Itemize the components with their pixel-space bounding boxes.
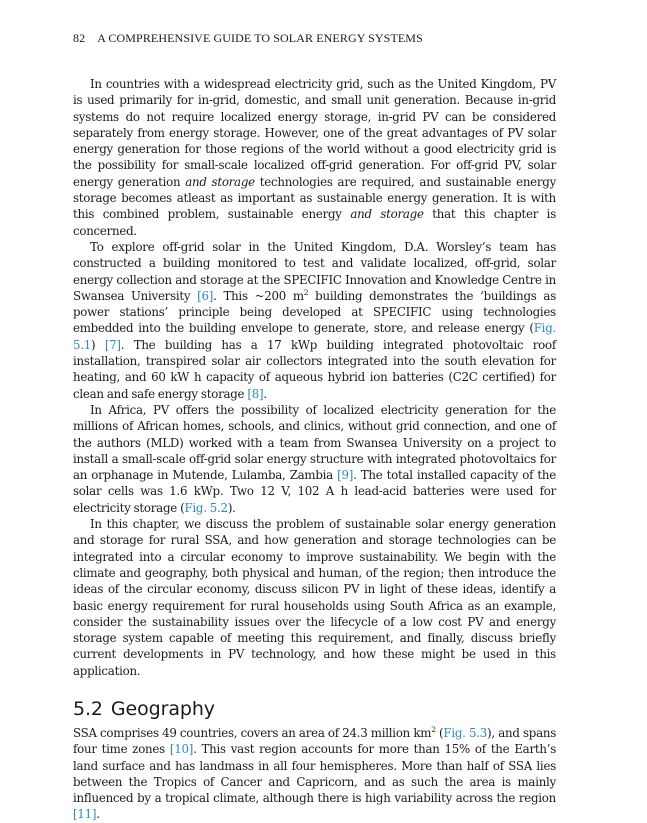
- section-heading: [73, 696, 556, 722]
- text-run: In this chapter, we discuss the problem of sustainable solar energy generation and storage for rural SSA, and how generation and storage technologies can be integrated into a circular economy to improve sustainability. We begin with the climate and geography, both physical and human, of the region; then introduce the ideas of the circular economy, discuss silicon PV in light of these ideas, identify a basic energy requirement for rural households using South Africa as an example, consider the sustainability issues over the lifecycle of a low cost PV and energy storage system capable of meeting this requirement, and finally, discuss briefly current developments in PV technology, and how these might be used in this application.: [73, 517, 556, 678]
- text-run: SSA comprises 49 countries, covers an area of 24.3 million km: [73, 725, 432, 740]
- text-run: ), and spans four time zones: [73, 725, 557, 757]
- running-title: A COMPREHENSIVE GUIDE TO SOLAR ENERGY SYSTEMS: [97, 31, 423, 45]
- text-run: In Africa, PV offers the possibility of localized electricity generation for the millions of African homes, schools, and clinics, without grid connection, and one of the authors (MLD) worked with a team from Swansea University on a project to install a small-scale off-grid solar energy structure with integrated photovoltaics for an orphanage in Mutende, Lulamba, Zambia: [73, 402, 556, 483]
- text-run: .: [263, 386, 267, 401]
- citation-link[interactable]: [7]: [104, 337, 121, 352]
- emphasis: and storage: [185, 174, 255, 189]
- paragraph-chapter-overview: [73, 516, 556, 679]
- figure-link[interactable]: Fig. 5.1: [73, 321, 556, 352]
- text-run: (: [435, 725, 444, 740]
- citation-link[interactable]: [6]: [197, 288, 214, 303]
- citation-link[interactable]: [8]: [247, 386, 264, 401]
- text-run: ): [91, 337, 105, 352]
- figure-link[interactable]: Fig. 5.2: [184, 500, 228, 515]
- paragraph-specific-building: [73, 239, 556, 402]
- emphasis: and storage: [350, 207, 424, 222]
- section-number: 5.2: [73, 697, 103, 720]
- citation-link[interactable]: [10]: [169, 742, 194, 757]
- text-run: In countries with a widespread electricity grid, such as the United Kingdom, PV is used primarily for in-grid, domestic, and small unit generation. Because in-grid systems do not require localized energy storage, in-grid PV can be considered separately from energy storage. However, one of the great advantages of PV solar energy generation for those regions of the world without a good electricity grid is the possibility for small-scale localized off-grid generation. For off-grid PV, solar energy generation: [73, 77, 556, 189]
- text-run: To explore off-grid solar in the United Kingdom, D.A. Worsley’s team has constructed a building monitored to test and validate localized, off-grid, solar energy collection and storage at the SPECIFIC Innovation and Knowledge Centre in Swansea University: [73, 239, 556, 303]
- text-run: . The building has a 17 kWp building integrated photovoltaic roof installation, transpired solar air collectors integrated into the south elevation for heating, and 60 kW h capacity of aqueous hybrid ion batteries (C2C certified) for clean and safe energy storage: [73, 337, 557, 401]
- paragraph-offgrid-intro: [73, 76, 556, 239]
- paragraph-africa-pv: [73, 402, 556, 516]
- page-number: 82: [73, 31, 86, 45]
- running-header: [73, 31, 423, 46]
- citation-link[interactable]: [11]: [73, 807, 97, 822]
- citation-link[interactable]: [9]: [337, 468, 354, 483]
- text-run: . The total installed capacity of the solar cells was 1.6 kWp. Two 12 V, 102 A h lead-acid batteries were used for electricity storage (: [73, 468, 556, 515]
- text-run: . This ~200 m: [213, 288, 304, 303]
- paragraph-geography: [73, 725, 556, 823]
- text-run: building demonstrates the ‘buildings as power stations’ principle being developed at SPECIFIC using technologies embedded into the building envelope to generate, store, and release energy (: [73, 288, 556, 336]
- text-run: technologies are required, and sustainable energy storage becomes atleast as important as sustainable energy generation. It is with this combined problem, sustainable energy: [73, 174, 556, 222]
- body-text: [73, 76, 556, 823]
- superscript: 2: [303, 287, 309, 297]
- superscript: 2: [431, 724, 436, 734]
- figure-link[interactable]: Fig. 5.3: [443, 725, 488, 740]
- text-run: ).: [227, 500, 236, 515]
- section-title: Geography: [110, 697, 215, 720]
- text-run: .: [96, 807, 100, 822]
- text-run: . This vast region accounts for more than 15% of the Earth’s land surface and has landmass in all four hemispheres. More than half of SSA lies between the Tropics of Cancer and Capricorn, and as such the area is mainly influenced by a tropical climate, although there is high variability across the region: [73, 742, 556, 806]
- text-run: that this chapter is concerned.: [73, 207, 557, 238]
